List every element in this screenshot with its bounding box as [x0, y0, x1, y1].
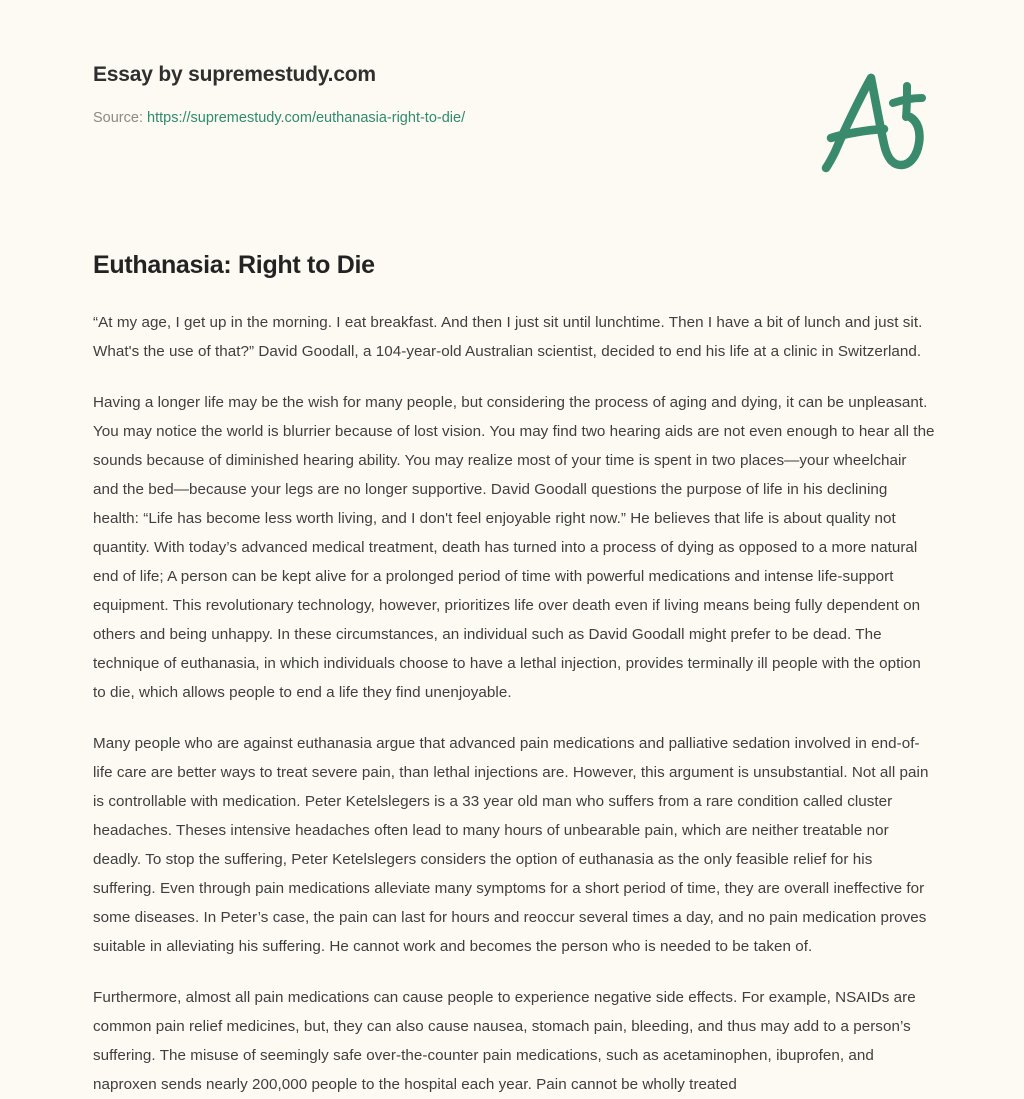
- page-title: Euthanasia: Right to Die: [93, 251, 375, 279]
- brand-title: Essay by supremestudy.com: [93, 63, 376, 86]
- source-link[interactable]: https://supremestudy.com/euthanasia-right-to-die/: [147, 110, 466, 126]
- paragraph: Furthermore, almost all pain medications can cause people to experience negative side effects. For example, NSAIDs are common pain relief medicines, but, they can also cause nausea, stomach pain, bleeding, and thus may add to a person’s suffering. The misuse of seemingly safe over-the-counter pain medications, such as acetaminophen, ibuprofen, and naproxen sends nearly 200,000 people to the hospital each year. Pain cannot be wholly treated: [93, 989, 916, 1093]
- article: [93, 248, 936, 1099]
- paragraph: Many people who are against euthanasia argue that advanced pain medications and palliative sedation involved in end-of-life care are better ways to treat severe pain, than lethal injections are. However, this argument is unsubstantial. Not all pain is controllable with medication. Peter Ketelslegers is a 33 year old man who suffers from a rare condition called cluster headaches. Theses intensive headaches often lead to many hours of unbearable pain, which are neither treatable nor deadly. To stop the suffering, Peter Ketelslegers considers the option of euthanasia as the only feasible relief for his suffering. Even through pain medications alleviate many symptoms for a short period of time, they are overall ineffective for some diseases. In Peter’s case, the pain can last for hours and reoccur several times a day, and no pain medication proves suitable in alleviating his suffering. He cannot work and becomes the person who is needed to be taken of.: [93, 735, 929, 955]
- source-label: Source:: [93, 110, 143, 126]
- a-plus-logo: [814, 64, 936, 176]
- page-header: [93, 60, 934, 128]
- a-plus-logo-icon: [814, 64, 936, 176]
- paragraph: Having a longer life may be the wish for many people, but considering the process of aging and dying, it can be unpleasant. You may notice the world is blurrier because of lost vision. You may find two hearing aids are not even enough to hear all the sounds because of diminished hearing ability. You may realize most of your time is spent in two places—your wheelchair and the bed—because your legs are no longer supportive. David Goodall questions the purpose of life in his declining health: “Life has become less worth living, and I don't feel enjoyable right now.” He believes that life is about quality not quantity. With today’s advanced medical treatment, death has turned into a process of dying as opposed to a more natural end of life; A person can be kept alive for a prolonged period of time with powerful medications and intense life-support equipment. This revolutionary technology, however, prioritizes life over death even if living means being fully dependent on others and being unhappy. In these circumstances, an individual such as David Goodall might prefer to be dead. The technique of euthanasia, in which individuals choose to have a lethal injection, provides terminally ill people with the option to die, which allows people to end a life they find unenjoyable.: [93, 394, 935, 701]
- source-line: [93, 108, 934, 128]
- paragraph: “At my age, I get up in the morning. I eat breakfast. And then I just sit until lunchtime. Then I have a bit of lunch and just sit. What's the use of that?” David Goodall, a 104-year-old Australian scientist, decided to end his life at a clinic in Switzerland.: [93, 314, 923, 360]
- article-body: [93, 308, 936, 1099]
